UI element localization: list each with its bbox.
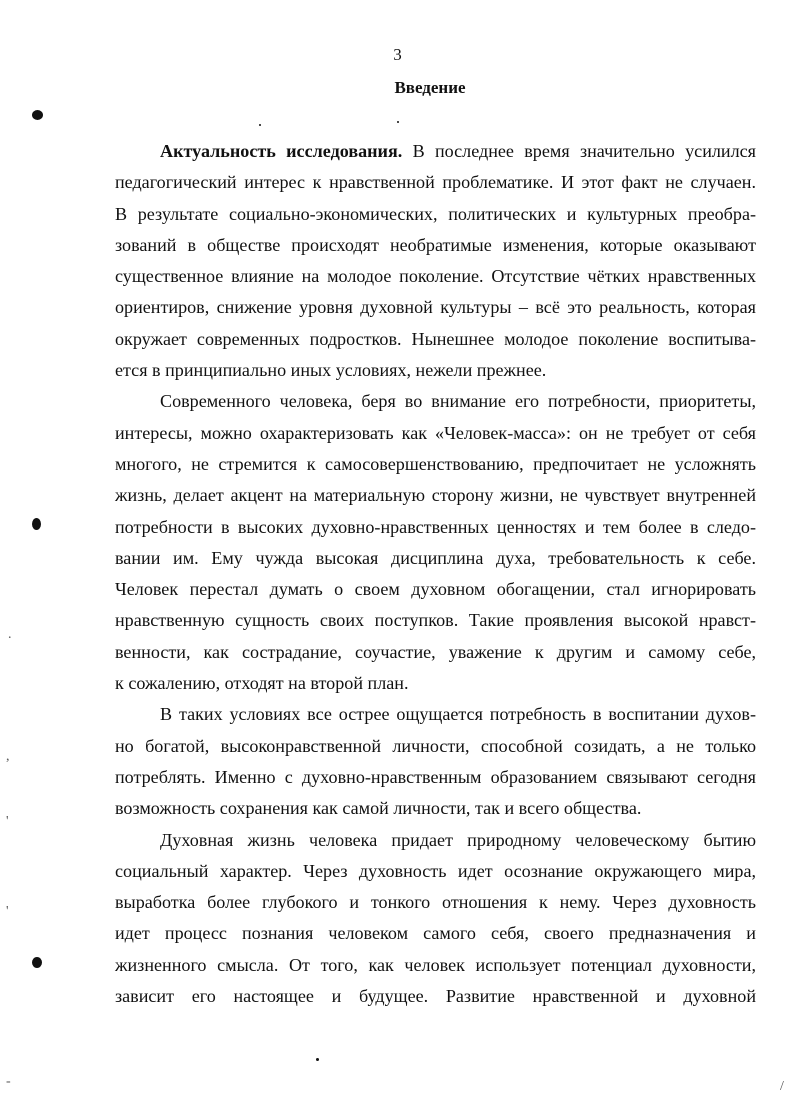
text-line: окружает современных подростков. Нынешнее молодое поколение воспитыва- (115, 328, 756, 349)
paragraph (115, 825, 756, 1013)
paragraph (115, 699, 756, 824)
text-line: интересы, можно охарактеризовать как «Человек-масса»: он не требует от себя (115, 422, 756, 443)
text-line: нравственную сущность своих поступков. Такие проявления высокой нравст- (115, 610, 756, 631)
page-title: Введение (394, 78, 466, 97)
text-line: зависит его настоящее и будущее. Развитие нравственной и духовной (115, 986, 756, 1007)
scan-speck (259, 124, 261, 126)
text-line: существенное влияние на молодое поколение. Отсутствие чётких нравственных (115, 266, 756, 287)
text-run: В последнее время значительно усилился (402, 141, 756, 161)
text-line: ется в принципиально иных условиях, нежели прежнее. (115, 360, 547, 381)
scan-mark: ' (6, 904, 9, 919)
text-line: В таких условиях все острее ощущается потребность в воспитании духов- (160, 704, 756, 725)
text-line: Современного человека, беря во внимание его потребности, приоритеты, (160, 391, 756, 412)
scan-mark: . (8, 627, 12, 642)
scan-mark: ' (6, 814, 9, 829)
text-line: идет процесс познания человеком самого себя, своего предназначения и (115, 923, 756, 944)
text-line: Духовная жизнь человека придает природному человеческому бытию (160, 829, 756, 850)
text-line: потребности в высоких духовно-нравственных ценностях и тем более в следо- (115, 516, 756, 537)
text-line: ориентиров, снижение уровня духовной культуры – всё это реальность, которая (115, 297, 756, 318)
text-line: возможность сохранения как самой личности, так и всего общества. (115, 798, 642, 819)
text-line: потреблять. Именно с духовно-нравственным образованием связывают сегодня (115, 766, 756, 787)
scan-speck (32, 518, 41, 530)
scan-speck (316, 1058, 319, 1061)
text-line: жизненного смысла. От того, как человек использует потенциал духовности, (115, 954, 756, 975)
scan-speck (32, 110, 43, 120)
scan-mark: - (6, 1074, 11, 1089)
text-line: социальный характер. Через духовность идет осознание окружающего мира, (115, 860, 756, 881)
scan-speck (397, 121, 399, 123)
page-number: 3 (393, 45, 402, 64)
scan-mark: / (780, 1079, 784, 1094)
text-line: В результате социально-экономических, политических и культурных преобра- (115, 203, 756, 224)
text-line: Человек перестал думать о своем духовном обогащении, стал игнорировать (115, 579, 756, 600)
text-line: но богатой, высоконравственной личности, способной созидать, а не только (115, 735, 756, 756)
text-line: венности, как сострадание, соучастие, уважение к другим и самому себе, (115, 641, 756, 662)
text-line: выработка более глубокого и тонкого отношения к нему. Через духовность (115, 892, 756, 913)
text-line: многого, не стремится к самосовершенствованию, предпочитает не усложнять (115, 453, 756, 474)
text-line: вании им. Ему чужда высокая дисциплина духа, требовательность к себе. (115, 547, 756, 568)
document-body (115, 136, 756, 1012)
text-line (115, 136, 756, 167)
text-line: жизнь, делает акцент на материальную сторону жизни, не чувствует внутренней (115, 485, 756, 506)
text-line: зований в обществе происходят необратимые изменения, которые оказывают (115, 234, 756, 255)
scan-mark: , (6, 749, 10, 764)
bold-phrase: Актуальность исследования. (160, 141, 403, 161)
paragraph (115, 136, 756, 386)
text-line: педагогический интерес к нравственной проблематике. И этот факт не случаен. (115, 172, 756, 193)
text-line: к сожалению, отходят на второй план. (115, 673, 409, 694)
paragraph (115, 386, 756, 699)
scan-speck (32, 957, 42, 968)
